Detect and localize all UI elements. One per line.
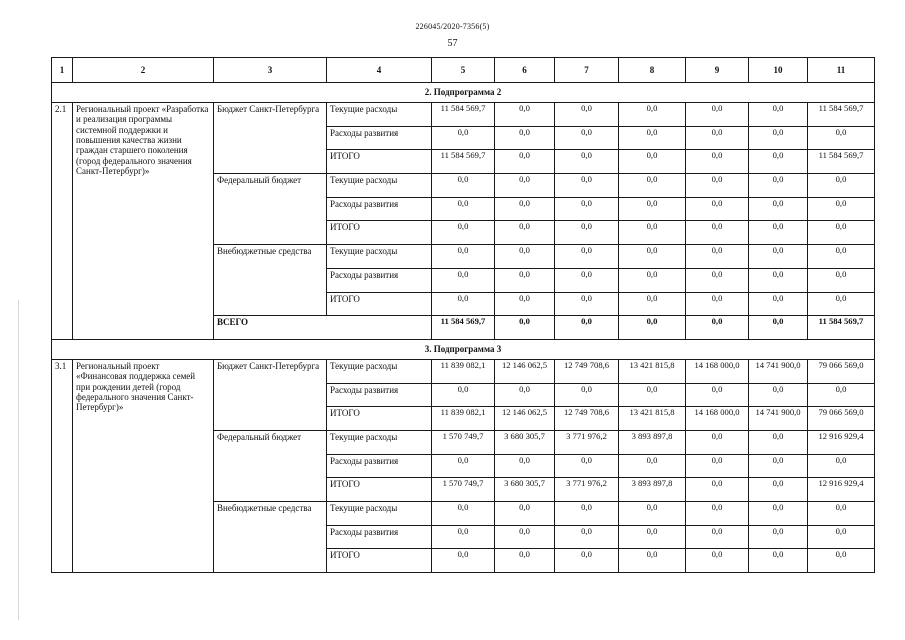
total-value: 0,0 [555,316,619,340]
value-cell: 0,0 [555,383,619,407]
value-cell: 0,0 [749,268,808,292]
value-cell: 3 680 305,7 [495,478,555,502]
value-cell: 14 741 900,0 [749,359,808,383]
value-cell: 0,0 [808,174,875,198]
value-cell: 0,0 [495,126,555,150]
value-cell: 0,0 [686,383,749,407]
value-cell: 0,0 [808,383,875,407]
total-label: ВСЕГО [214,316,432,340]
value-cell: 14 741 900,0 [749,407,808,431]
value-cell: 11 584 569,7 [808,150,875,174]
value-cell: 0,0 [686,103,749,127]
value-cell: 3 893 897,8 [619,430,686,454]
value-cell: 0,0 [555,150,619,174]
total-value: 0,0 [686,316,749,340]
value-cell: 0,0 [555,502,619,526]
value-cell: 0,0 [495,502,555,526]
funding-source: Внебюджетные средства [214,502,327,573]
value-cell: 0,0 [749,197,808,221]
expense-type: ИТОГО [327,407,432,431]
value-cell: 0,0 [749,292,808,316]
value-cell: 0,0 [432,549,495,573]
value-cell: 0,0 [432,525,495,549]
document-code: 226045/2020-7356(5) [415,22,490,31]
value-cell: 0,0 [432,174,495,198]
section-title-row [52,83,875,103]
value-cell: 0,0 [808,197,875,221]
value-cell: 0,0 [495,454,555,478]
expense-type: Текущие расходы [327,103,432,127]
value-cell: 0,0 [619,268,686,292]
value-cell: 0,0 [555,221,619,245]
budget-table [51,57,875,573]
page-number: 57 [447,38,458,49]
column-header: 2 [73,58,214,83]
value-cell: 0,0 [432,292,495,316]
value-cell: 0,0 [808,502,875,526]
value-cell: 11 584 569,7 [432,150,495,174]
value-cell: 0,0 [749,126,808,150]
expense-type: Расходы развития [327,268,432,292]
column-header: 10 [749,58,808,83]
column-header: 4 [327,58,432,83]
expense-type: ИТОГО [327,549,432,573]
value-cell: 0,0 [619,197,686,221]
value-cell: 0,0 [619,221,686,245]
value-cell: 79 066 569,0 [808,407,875,431]
value-cell: 0,0 [749,150,808,174]
value-cell: 0,0 [495,549,555,573]
value-cell: 0,0 [495,268,555,292]
value-cell: 3 771 976,2 [555,478,619,502]
total-value: 11 584 569,7 [432,316,495,340]
expense-type: ИТОГО [327,150,432,174]
funding-source: Федеральный бюджет [214,174,327,245]
column-header: 6 [495,58,555,83]
value-cell: 0,0 [686,221,749,245]
value-cell: 0,0 [686,430,749,454]
value-cell: 0,0 [495,245,555,269]
value-cell: 0,0 [749,245,808,269]
scan-margin-line [18,300,19,620]
value-cell: 0,0 [749,525,808,549]
value-cell: 0,0 [686,268,749,292]
value-cell: 0,0 [808,268,875,292]
expense-type: Текущие расходы [327,174,432,198]
value-cell: 0,0 [495,221,555,245]
value-cell: 0,0 [555,549,619,573]
item-number: 3.1 [52,359,73,572]
value-cell: 0,0 [808,549,875,573]
value-cell: 14 168 000,0 [686,359,749,383]
table-row [52,103,875,127]
value-cell: 0,0 [686,245,749,269]
column-header: 8 [619,58,686,83]
section-title-row [52,339,875,359]
value-cell: 0,0 [495,174,555,198]
expense-type: Текущие расходы [327,359,432,383]
value-cell: 0,0 [432,268,495,292]
total-value: 0,0 [495,316,555,340]
value-cell: 0,0 [432,383,495,407]
value-cell: 0,0 [808,126,875,150]
total-value: 0,0 [619,316,686,340]
value-cell: 0,0 [555,292,619,316]
value-cell: 11 584 569,7 [432,103,495,127]
value-cell: 1 570 749,7 [432,478,495,502]
value-cell: 0,0 [686,150,749,174]
value-cell: 0,0 [495,197,555,221]
value-cell: 0,0 [619,549,686,573]
value-cell: 0,0 [495,103,555,127]
value-cell: 0,0 [619,245,686,269]
total-value: 11 584 569,7 [808,316,875,340]
value-cell: 0,0 [686,549,749,573]
value-cell: 3 893 897,8 [619,478,686,502]
column-header: 3 [214,58,327,83]
value-cell: 0,0 [749,454,808,478]
value-cell: 0,0 [619,292,686,316]
value-cell: 0,0 [749,478,808,502]
value-cell: 13 421 815,8 [619,407,686,431]
value-cell: 0,0 [555,525,619,549]
value-cell: 0,0 [619,502,686,526]
column-header-row [52,58,875,83]
value-cell: 0,0 [686,292,749,316]
value-cell: 12 146 062,5 [495,407,555,431]
value-cell: 0,0 [686,478,749,502]
total-value: 0,0 [749,316,808,340]
value-cell: 14 168 000,0 [686,407,749,431]
value-cell: 0,0 [495,525,555,549]
value-cell: 3 680 305,7 [495,430,555,454]
expense-type: ИТОГО [327,478,432,502]
value-cell: 12 749 708,6 [555,407,619,431]
value-cell: 0,0 [495,383,555,407]
value-cell: 0,0 [619,383,686,407]
funding-source: Бюджет Санкт-Петербурга [214,103,327,174]
value-cell: 0,0 [808,245,875,269]
value-cell: 0,0 [432,126,495,150]
expense-type: Расходы развития [327,454,432,478]
value-cell: 0,0 [495,292,555,316]
value-cell: 0,0 [555,103,619,127]
value-cell: 0,0 [619,126,686,150]
section-title: 3. Подпрограмма 3 [52,339,875,359]
value-cell: 0,0 [619,150,686,174]
value-cell: 1 570 749,7 [432,430,495,454]
expense-type: Текущие расходы [327,245,432,269]
value-cell: 0,0 [686,454,749,478]
value-cell: 0,0 [555,126,619,150]
column-header: 9 [686,58,749,83]
expense-type: Расходы развития [327,525,432,549]
project-name: Региональный проект «Разработка и реализация программы системной поддержки и повышения качества жизни граждан старшего поколения (город федерального значения Санкт-Петербург)» [73,103,214,340]
value-cell: 0,0 [686,502,749,526]
value-cell: 0,0 [686,197,749,221]
value-cell: 0,0 [749,221,808,245]
table-row [52,359,875,383]
column-header: 1 [52,58,73,83]
value-cell: 13 421 815,8 [619,359,686,383]
value-cell: 0,0 [432,454,495,478]
value-cell: 11 584 569,7 [808,103,875,127]
funding-source: Федеральный бюджет [214,430,327,501]
value-cell: 12 916 929,4 [808,478,875,502]
value-cell: 0,0 [749,430,808,454]
value-cell: 0,0 [686,525,749,549]
column-header: 11 [808,58,875,83]
value-cell: 0,0 [749,103,808,127]
value-cell: 0,0 [619,525,686,549]
value-cell: 11 839 082,1 [432,407,495,431]
value-cell: 0,0 [808,454,875,478]
value-cell: 0,0 [808,292,875,316]
item-number: 2.1 [52,103,73,340]
value-cell: 0,0 [432,221,495,245]
value-cell: 0,0 [686,174,749,198]
value-cell: 0,0 [555,454,619,478]
value-cell: 0,0 [686,126,749,150]
value-cell: 0,0 [808,221,875,245]
value-cell: 0,0 [808,525,875,549]
value-cell: 0,0 [619,454,686,478]
funding-source: Внебюджетные средства [214,245,327,316]
expense-type: Расходы развития [327,383,432,407]
column-header: 7 [555,58,619,83]
value-cell: 0,0 [619,174,686,198]
value-cell: 0,0 [555,245,619,269]
value-cell: 0,0 [555,174,619,198]
expense-type: Расходы развития [327,126,432,150]
value-cell: 0,0 [432,502,495,526]
expense-type: Текущие расходы [327,430,432,454]
value-cell: 0,0 [495,150,555,174]
value-cell: 0,0 [749,502,808,526]
funding-source: Бюджет Санкт-Петербурга [214,359,327,430]
expense-type: Текущие расходы [327,502,432,526]
value-cell: 0,0 [432,197,495,221]
value-cell: 12 916 929,4 [808,430,875,454]
value-cell: 0,0 [432,245,495,269]
expense-type: ИТОГО [327,221,432,245]
expense-type: ИТОГО [327,292,432,316]
expense-type: Расходы развития [327,197,432,221]
value-cell: 0,0 [619,103,686,127]
value-cell: 3 771 976,2 [555,430,619,454]
value-cell: 0,0 [749,549,808,573]
value-cell: 12 749 708,6 [555,359,619,383]
value-cell: 0,0 [555,197,619,221]
section-title: 2. Подпрограмма 2 [52,83,875,103]
value-cell: 0,0 [749,174,808,198]
value-cell: 79 066 569,0 [808,359,875,383]
project-name: Региональный проект «Финансовая поддержка семей при рождении детей (город федерального значения Санкт-Петербург)» [73,359,214,572]
value-cell: 12 146 062,5 [495,359,555,383]
column-header: 5 [432,58,495,83]
value-cell: 11 839 082,1 [432,359,495,383]
value-cell: 0,0 [555,268,619,292]
value-cell: 0,0 [749,383,808,407]
